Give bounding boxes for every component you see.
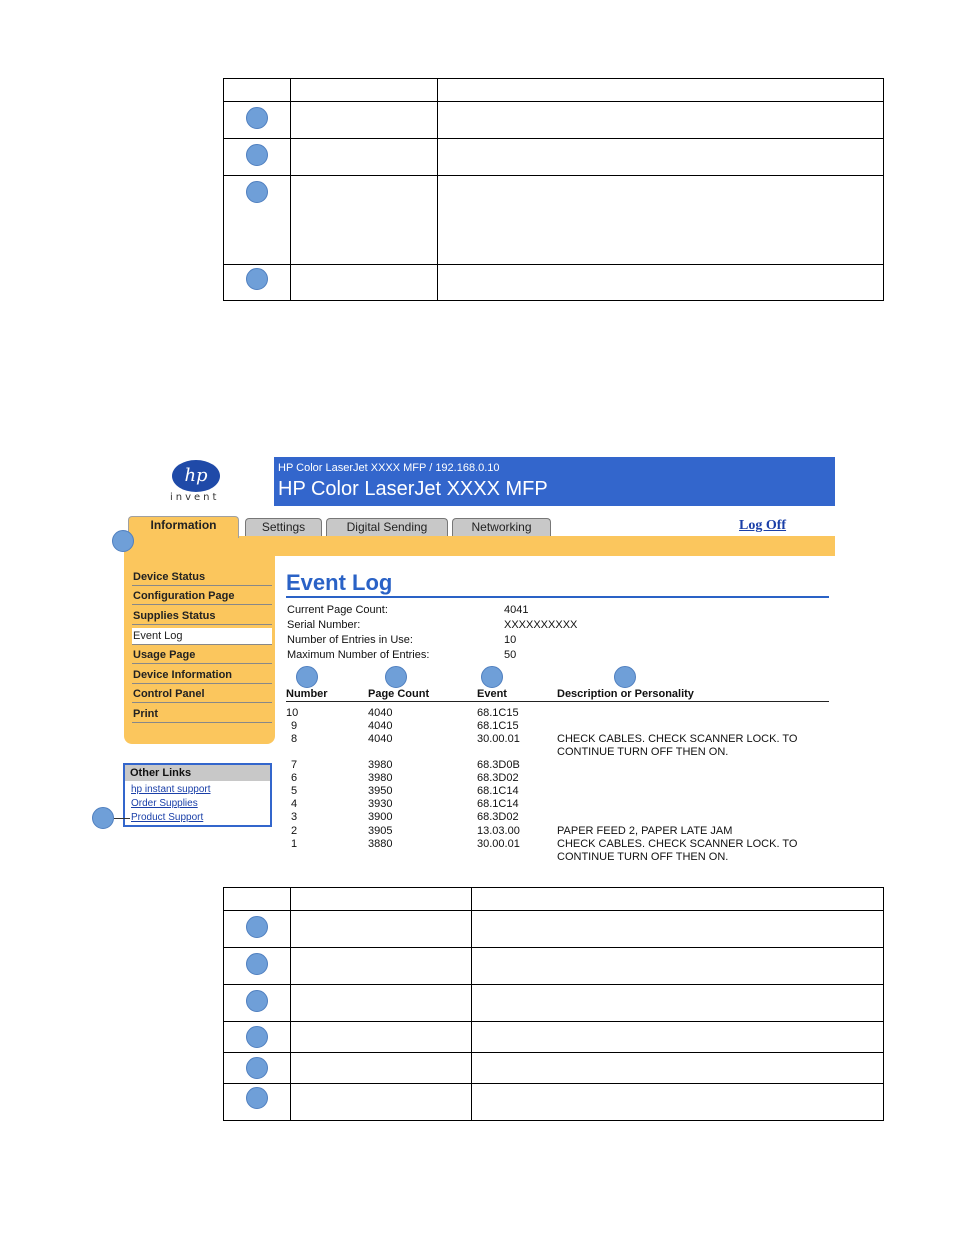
table-header-row (224, 888, 883, 910)
callout-marker (481, 666, 503, 688)
cell-number: 6 (291, 772, 298, 784)
table-row (224, 1052, 883, 1083)
cell-event: 30.00.01 (477, 838, 520, 850)
cell-description: PAPER FEED 2, PAPER LATE JAM (557, 825, 733, 837)
callout-leader-line (114, 818, 130, 819)
callout-marker (246, 1057, 268, 1079)
table-row (224, 984, 883, 1021)
cell-number: 1 (291, 838, 298, 850)
tab-information[interactable]: Information (128, 516, 239, 538)
cell-description: CONTINUE TURN OFF THEN ON. (557, 851, 729, 863)
table-row (224, 175, 883, 264)
info-label: Number of Entries in Use: (287, 634, 413, 646)
nav-item-supplies-status[interactable]: Supplies Status (132, 608, 272, 625)
tab-digital-sending[interactable]: Digital Sending (326, 518, 448, 536)
cell-number: 10 (286, 707, 299, 719)
table-row (224, 1083, 883, 1120)
table-row (224, 264, 883, 300)
callout-marker (112, 530, 134, 552)
callout-marker (246, 181, 268, 203)
callout-marker (246, 916, 268, 938)
other-links-title: Other Links (125, 765, 270, 781)
cell-page-count: 4040 (368, 720, 393, 732)
info-value: 4041 (504, 604, 529, 616)
callout-marker (246, 268, 268, 290)
nav-item-usage-page[interactable]: Usage Page (132, 647, 272, 664)
other-links-box (123, 763, 272, 827)
cell-event: 13.03.00 (477, 825, 520, 837)
cell-page-count: 3900 (368, 811, 393, 823)
cell-page-count: 3880 (368, 838, 393, 850)
column-header-number: Number (286, 688, 328, 700)
cell-page-count: 3930 (368, 798, 393, 810)
cell-event: 68.3D02 (477, 772, 519, 784)
column-header-description: Description or Personality (557, 688, 694, 700)
cell-page-count: 3980 (368, 759, 393, 771)
callout-marker (92, 807, 114, 829)
cell-number: 5 (291, 785, 298, 797)
callout-marker (296, 666, 318, 688)
callout-marker (246, 1087, 268, 1109)
nav-item-configuration-page[interactable]: Configuration Page (132, 588, 272, 605)
cell-event: 68.1C14 (477, 798, 519, 810)
callout-marker (246, 990, 268, 1012)
callout-marker (246, 1026, 268, 1048)
info-value: 50 (504, 649, 517, 661)
title-underline (286, 596, 829, 598)
callout-marker (246, 107, 268, 129)
table-row (224, 138, 883, 175)
column-header-event: Event (477, 688, 507, 700)
cell-number: 8 (291, 733, 298, 745)
cell-page-count: 3980 (368, 772, 393, 784)
callout-marker (385, 666, 407, 688)
cell-page-count: 4040 (368, 733, 393, 745)
cell-page-count: 3950 (368, 785, 393, 797)
callout-marker (246, 953, 268, 975)
order-supplies-link[interactable]: Order Supplies (131, 798, 198, 809)
cell-event: 68.1C15 (477, 720, 519, 732)
cell-event: 68.1C15 (477, 707, 519, 719)
info-label: Current Page Count: (287, 604, 388, 616)
cell-number: 2 (291, 825, 298, 837)
info-label: Serial Number: (287, 619, 361, 631)
product-support-link[interactable]: Product Support (131, 812, 204, 823)
cell-event: 68.3D02 (477, 811, 519, 823)
tab-networking[interactable]: Networking (452, 518, 551, 536)
table-row (224, 1021, 883, 1052)
callout-marker (246, 144, 268, 166)
header-rule (286, 701, 829, 702)
nav-item-device-status[interactable]: Device Status (132, 569, 272, 586)
cell-number: 3 (291, 811, 298, 823)
info-value: 10 (504, 634, 517, 646)
cell-description: CHECK CABLES. CHECK SCANNER LOCK. TO (557, 733, 798, 745)
nav-item-control-panel[interactable]: Control Panel (132, 686, 272, 703)
table-row (224, 101, 883, 138)
cell-event: 68.3D0B (477, 759, 520, 771)
table-header-row (224, 79, 883, 101)
hp-instant-support-link[interactable]: hp instant support (131, 784, 211, 795)
cell-page-count: 4040 (368, 707, 393, 719)
table-row (224, 947, 883, 984)
cell-page-count: 3905 (368, 825, 393, 837)
callout-table-top (223, 78, 884, 301)
cell-number: 7 (291, 759, 298, 771)
device-path: HP Color LaserJet XXXX MFP / 192.168.0.10 (278, 462, 500, 474)
cell-event: 30.00.01 (477, 733, 520, 745)
nav-item-event-log[interactable]: Event Log (132, 628, 272, 645)
nav-item-print[interactable]: Print (132, 706, 272, 723)
device-title: HP Color LaserJet XXXX MFP (278, 478, 548, 500)
cell-number: 4 (291, 798, 298, 810)
cell-event: 68.1C14 (477, 785, 519, 797)
column-header-page-count: Page Count (368, 688, 430, 700)
left-nav (124, 556, 275, 744)
callout-marker (614, 666, 636, 688)
log-off-link[interactable]: Log Off (739, 518, 787, 533)
tab-bar (124, 536, 835, 556)
hp-logo: hp (172, 460, 220, 492)
page-title: Event Log (286, 570, 393, 595)
info-value: XXXXXXXXXX (504, 619, 578, 631)
info-label: Maximum Number of Entries: (287, 649, 430, 661)
tab-settings[interactable]: Settings (245, 518, 322, 536)
device-banner (274, 457, 835, 506)
callout-table-bottom (223, 887, 884, 1121)
cell-number: 9 (291, 720, 298, 732)
nav-item-device-information[interactable]: Device Information (132, 667, 272, 684)
brand-tagline: invent (170, 492, 220, 503)
cell-description: CHECK CABLES. CHECK SCANNER LOCK. TO (557, 838, 798, 850)
table-row (224, 910, 883, 947)
cell-description: CONTINUE TURN OFF THEN ON. (557, 746, 729, 758)
